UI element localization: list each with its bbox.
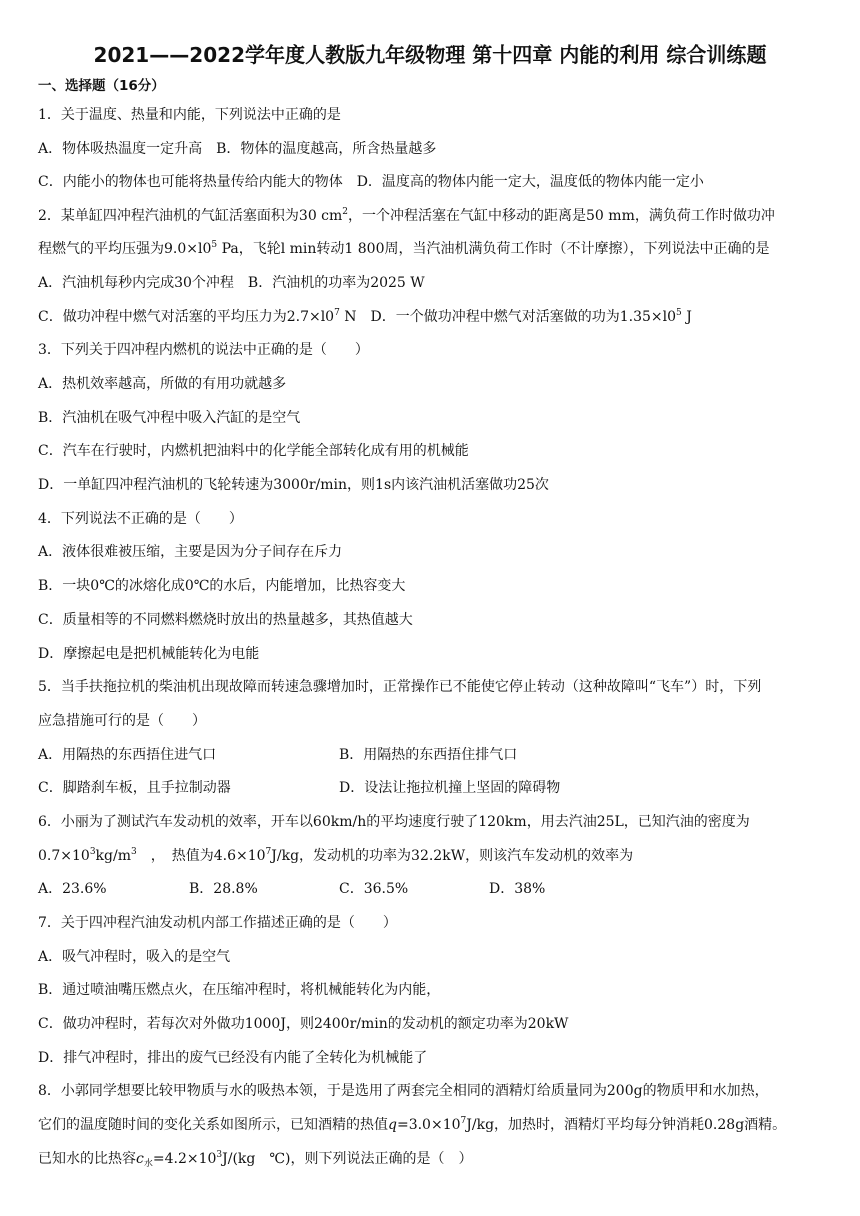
page-title: 2021——2022学年度人教版九年级物理 第十四章 内能的利用 综合训练题	[93, 43, 767, 67]
q7-option-a: A．吸气冲程时，吸入的是空气	[38, 949, 231, 965]
q2-options-cd: C．做功冲程中燃气对活塞的平均压力为$2.7\times l0^7$ N D．一个做功冲程中燃气对活塞做的功为$1.35\times l0^5$ J	[38, 308, 692, 325]
q5-stem-line2: 应急措施可行的是（ ）	[38, 713, 206, 729]
q8-stem-line3: 已知水的比热容$c_水=4.2\times 10^3J/(kg$ ℃)，则下列说法正确的是（ ）	[38, 1150, 473, 1169]
q3-option-d: D．一单缸四冲程汽油机的飞轮转速为3000r/min，则1s内该汽油机活塞做功25次	[38, 477, 549, 493]
q5-option-d: D．设法让拖拉机撞上坚固的障碍物	[339, 780, 561, 796]
q7-option-d: D．排气冲程时，排出的废气已经没有内能了全转化为机械能了	[38, 1050, 428, 1066]
q5-option-b: B．用隔热的东西捂住排气口	[339, 747, 518, 763]
q2-stem-line1: 2．某单缸四冲程汽油机的气缸活塞面积为30 $cm^2$，一个冲程活塞在气缸中移动的距离是50 mm，满负荷工作时做功冲	[38, 207, 775, 224]
q5-option-a: A．用隔热的东西捂住进气口	[38, 747, 217, 763]
q2-options-ab: A．汽油机每秒内完成30个冲程 B．汽油机的功率为2025 W	[38, 275, 425, 291]
q3-stem: 3．下列关于四冲程内燃机的说法中正确的是（ ）	[38, 342, 369, 358]
q4-option-d: D．摩擦起电是把机械能转化为电能	[38, 646, 260, 662]
section-heading: 一、选择题（16分）	[38, 78, 165, 94]
q2-stem-line2: 程燃气的平均压强为$9.0\times l0^5$ Pa，飞轮l min转动1 800周，当汽油机满负荷工作时（不计摩擦），下列说法中正确的是	[38, 240, 770, 257]
q3-option-a: A．热机效率越高，所做的有用功就越多	[38, 376, 287, 392]
q5-option-c: C．脚踏刹车板，且手拉制动器	[38, 780, 231, 796]
q7-option-b: B．通过喷油嘴压燃点火，在压缩冲程时，将机械能转化为内能，	[38, 982, 441, 998]
q7-stem: 7．关于四冲程汽油发动机内部工作描述正确的是（ ）	[38, 915, 397, 931]
q8-stem-line1: 8．小郭同学想要比较甲物质与水的吸热本领，于是选用了两套完全相同的酒精灯给质量同为200g的物质甲和水加热，	[38, 1083, 769, 1099]
q6-option-c: C．36.5%	[339, 881, 409, 897]
q7-option-c: C．做功冲程时，若每次对外做功1000J，则2400r/min的发动机的额定功率为20kW	[38, 1016, 569, 1032]
q6-stem-line2: $0.7\times 10^3kg/m^3$ ， 热值为$4.6\times 10^7J/kg$，发动机的功率为32.2kW，则该汽车发动机的效率为	[38, 847, 634, 864]
q6-option-d: D．38%	[489, 881, 546, 897]
q4-option-c: C．质量相等的不同燃料燃烧时放出的热量越多，其热值越大	[38, 612, 413, 628]
q1-options-ab: A．物体吸热温度一定升高 B．物体的温度越高，所含热量越多	[38, 141, 437, 157]
q4-stem: 4．下列说法不正确的是（ ）	[38, 511, 243, 527]
q5-stem-line1: 5．当手扶拖拉机的柴油机出现故障而转速急骤增加时，正常操作已不能使它停止转动（这种故障叫“飞车”）时，下列	[38, 679, 762, 695]
q6-option-b: B．28.8%	[189, 881, 258, 897]
q4-option-b: B．一块0℃的冰熔化成0℃的水后，内能增加，比热容变大	[38, 578, 406, 594]
q1-options-cd: C．内能小的物体也可能将热量传给内能大的物体 D．温度高的物体内能一定大，温度低的物体内能一定小	[38, 174, 704, 190]
q3-option-b: B．汽油机在吸气冲程中吸入汽缸的是空气	[38, 410, 301, 426]
q4-option-a: A．液体很难被压缩，主要是因为分子间存在斥力	[38, 544, 343, 560]
q6-stem-line1: 6．小丽为了测试汽车发动机的效率，开车以60km/h的平均速度行驶了120km，用去汽油25L，已知汽油的密度为	[38, 814, 750, 830]
q8-stem-line2: 它们的温度随时间的变化关系如图所示，已知酒精的热值$q=3.0\times 10^7J/kg$，加热时，酒精灯平均每分钟消耗0.28g酒精。	[38, 1116, 787, 1133]
q6-option-a: A．23.6%	[38, 881, 107, 897]
q1-stem: 1．关于温度、热量和内能，下列说法中正确的是	[38, 107, 341, 123]
q3-option-c: C．汽车在行驶时，内燃机把油料中的化学能全部转化成有用的机械能	[38, 443, 469, 459]
